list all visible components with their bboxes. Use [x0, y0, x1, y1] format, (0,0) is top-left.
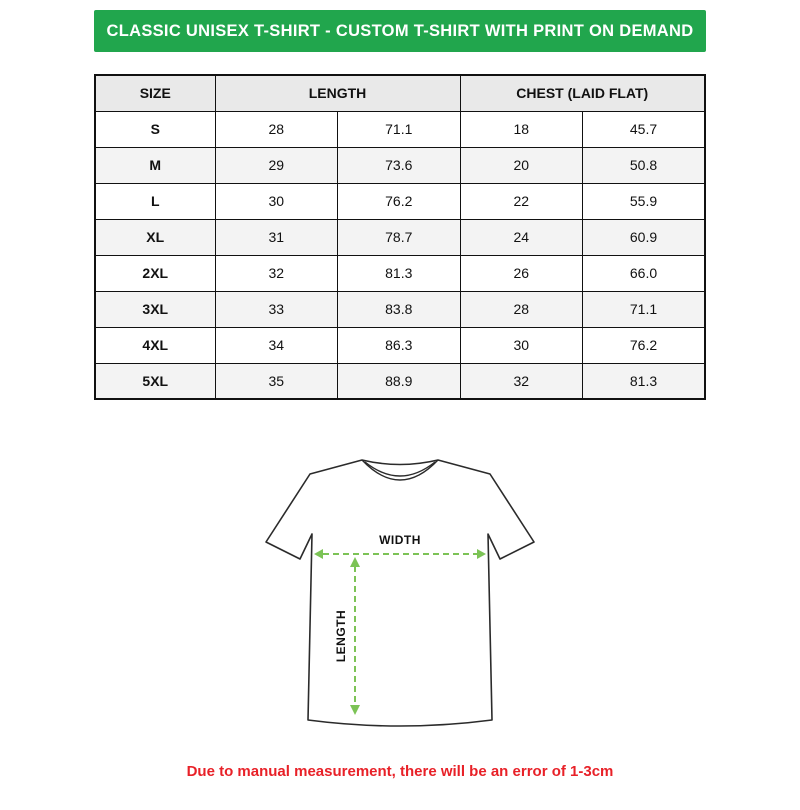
chest-in-cell: 30	[460, 327, 583, 363]
table-row	[95, 111, 705, 147]
size-cell: 4XL	[95, 327, 215, 363]
length-cm-cell: 88.9	[338, 363, 461, 399]
size-cell: L	[95, 183, 215, 219]
size-cell: S	[95, 111, 215, 147]
chest-in-cell: 28	[460, 291, 583, 327]
header-length: LENGTH	[215, 75, 460, 111]
length-in-cell: 29	[215, 147, 338, 183]
length-in-cell: 33	[215, 291, 338, 327]
length-cm-cell: 78.7	[338, 219, 461, 255]
chest-cm-cell: 66.0	[583, 255, 706, 291]
size-cell: M	[95, 147, 215, 183]
page-title: CLASSIC UNISEX T-SHIRT - CUSTOM T-SHIRT WITH PRINT ON DEMAND	[106, 21, 694, 40]
table-row	[95, 363, 705, 399]
chest-in-cell: 20	[460, 147, 583, 183]
length-cm-cell: 86.3	[338, 327, 461, 363]
chest-cm-cell: 55.9	[583, 183, 706, 219]
table-row	[95, 183, 705, 219]
chest-in-cell: 32	[460, 363, 583, 399]
length-cm-cell: 83.8	[338, 291, 461, 327]
size-table-body	[95, 111, 705, 399]
tshirt-illustration	[250, 442, 550, 752]
length-cm-cell: 71.1	[338, 111, 461, 147]
length-in-cell: 31	[215, 219, 338, 255]
chest-cm-cell: 50.8	[583, 147, 706, 183]
header-chest: CHEST (LAID FLAT)	[460, 75, 705, 111]
chest-cm-cell: 76.2	[583, 327, 706, 363]
size-chart-table	[94, 74, 706, 400]
header-size: SIZE	[95, 75, 215, 111]
chest-in-cell: 24	[460, 219, 583, 255]
length-in-cell: 30	[215, 183, 338, 219]
length-in-cell: 28	[215, 111, 338, 147]
length-cm-cell: 76.2	[338, 183, 461, 219]
chest-cm-cell: 81.3	[583, 363, 706, 399]
chest-in-cell: 22	[460, 183, 583, 219]
title-banner	[94, 10, 706, 52]
size-cell: 2XL	[95, 255, 215, 291]
size-cell: 5XL	[95, 363, 215, 399]
chest-in-cell: 26	[460, 255, 583, 291]
length-cm-cell: 73.6	[338, 147, 461, 183]
chest-cm-cell: 60.9	[583, 219, 706, 255]
chest-in-cell: 18	[460, 111, 583, 147]
tshirt-diagram	[94, 442, 706, 757]
length-in-cell: 32	[215, 255, 338, 291]
table-row	[95, 219, 705, 255]
table-row	[95, 291, 705, 327]
measurement-note: Due to manual measurement, there will be an error of 1-3cm	[186, 763, 614, 780]
tshirt-outline	[266, 460, 534, 726]
length-in-cell: 34	[215, 327, 338, 363]
size-cell: XL	[95, 219, 215, 255]
chest-cm-cell: 71.1	[583, 291, 706, 327]
table-row	[95, 327, 705, 363]
size-cell: 3XL	[95, 291, 215, 327]
table-row	[95, 147, 705, 183]
length-in-cell: 35	[215, 363, 338, 399]
table-row	[95, 255, 705, 291]
table-header-row	[95, 75, 705, 111]
chest-cm-cell: 45.7	[583, 111, 706, 147]
length-cm-cell: 81.3	[338, 255, 461, 291]
width-label: WIDTH	[379, 533, 421, 547]
length-label: LENGTH	[334, 609, 348, 663]
page	[0, 10, 800, 810]
